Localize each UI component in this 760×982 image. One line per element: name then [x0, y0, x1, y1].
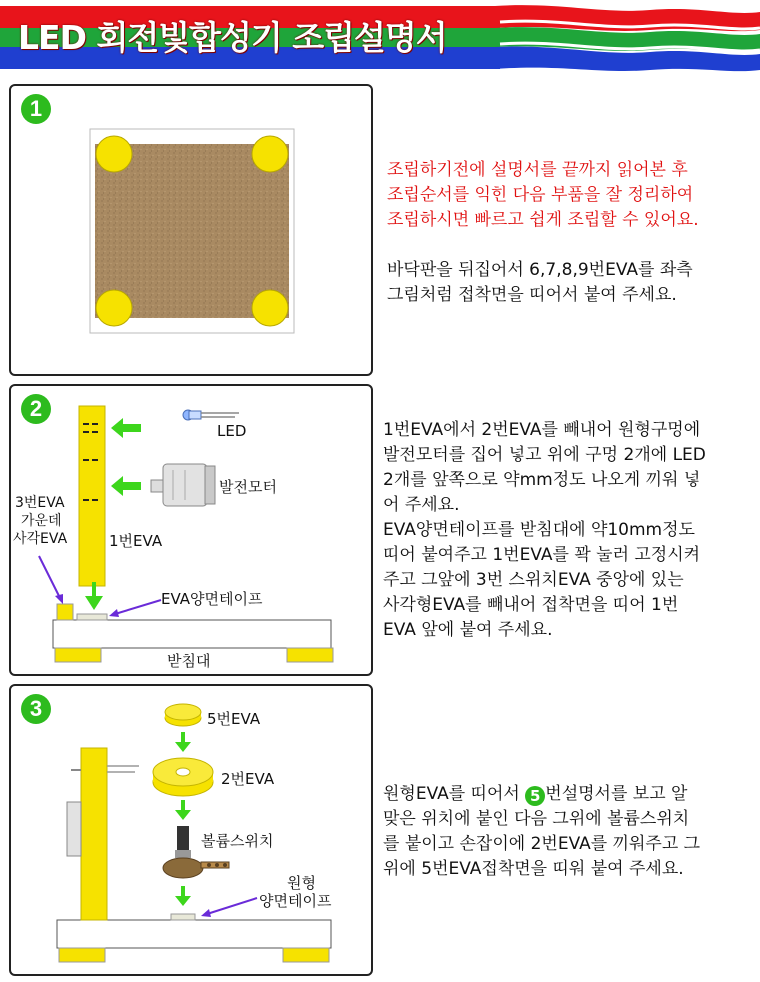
step-2-text-line-6: 띠어 붙여주고 1번EVA를 꽉 눌러 고정시켜 — [383, 545, 701, 565]
eva1-label: 1번EVA — [109, 532, 163, 550]
step-2-text-line-7: 주고 그앞에 3번 스위치EVA 중앙에 있는 — [383, 570, 684, 590]
step-3-text-line-1 — [383, 782, 687, 807]
base-board-illustration — [89, 128, 295, 334]
step-2-panel — [9, 384, 373, 676]
step-1-note-line-2: 조립순서를 익힌 다음 부품을 잘 정리하여 — [387, 185, 694, 205]
step-3-number: 3 — [21, 694, 51, 724]
volume-switch-label: 볼륨스위치 — [201, 832, 274, 850]
tape-label: EVA양면테이프 — [161, 590, 263, 608]
eva5-label: 5번EVA — [207, 710, 261, 728]
motor-label: 발전모터 — [219, 478, 277, 496]
step-2-number: 2 — [21, 394, 51, 424]
page-title: LED 회전빛합성기 조립설명서 — [18, 18, 447, 57]
eva3-label-line-3: 사각EVA — [13, 531, 68, 547]
step-3-text-line-3: 를 붙이고 손잡이에 2번EVA를 끼워주고 그 — [383, 834, 701, 854]
step-2-text-line-3: 2개를 앞쪽으로 약mm정도 나오게 끼워 넣 — [383, 470, 701, 490]
eva2-label: 2번EVA — [221, 770, 275, 788]
step-1-panel — [9, 84, 373, 376]
step-2-text-line-2: 발전모터를 집어 넣고 위에 구멍 2개에 LED — [383, 445, 706, 465]
step-1-text-line-1: 바닥판을 뒤집어서 6,7,8,9번EVA를 좌측 — [387, 260, 693, 280]
step-2-text-line-9: EVA 앞에 붙여 주세요. — [383, 620, 553, 640]
step-2-text-line-5: EVA양면테이프를 받침대에 약10mm정도 — [383, 520, 695, 540]
step-2-text-line-8: 사각형EVA를 빼내어 접착면을 띠어 1번 — [383, 595, 679, 615]
stand-label: 받침대 — [167, 652, 211, 670]
step-3-text-line-2: 맞은 위치에 붙인 다음 그위에 볼륨스위치 — [383, 809, 690, 829]
led-label: LED — [217, 422, 247, 440]
step-3-panel — [9, 684, 373, 976]
step-3-text-line-4: 위에 5번EVA접착면을 띠워 붙여 주세요. — [383, 859, 684, 879]
step-1-number: 1 — [21, 94, 51, 124]
step-2-text-line-1: 1번EVA에서 2번EVA를 빼내어 원형구멍에 — [383, 420, 701, 440]
step-1-text-line-2: 그림처럼 접착면을 띠어서 붙여 주세요. — [387, 285, 677, 305]
eva3-label-line-1: 3번EVA — [15, 495, 65, 511]
step-1-note-line-3: 조립하시면 빠르고 쉽게 조립할 수 있어요. — [387, 210, 699, 230]
step-3-text-first-rest: 번설명서를 보고 알 — [545, 784, 688, 804]
round-tape-label-line-1: 원형 — [287, 874, 316, 892]
step-3-illustration — [11, 686, 371, 974]
step-2-text-line-4: 어 주세요. — [383, 495, 460, 515]
step-3-text-prefix: 원형EVA를 띠어서 — [383, 784, 520, 804]
title-banner — [0, 0, 760, 72]
eva3-label-line-2: 가운데 — [21, 513, 62, 529]
round-tape-label-line-2: 양면테이프 — [259, 892, 332, 910]
step-1-note-line-1: 조립하기전에 설명서를 끝까지 읽어본 후 — [387, 160, 688, 180]
step-5-reference-badge: 5 — [525, 786, 545, 806]
